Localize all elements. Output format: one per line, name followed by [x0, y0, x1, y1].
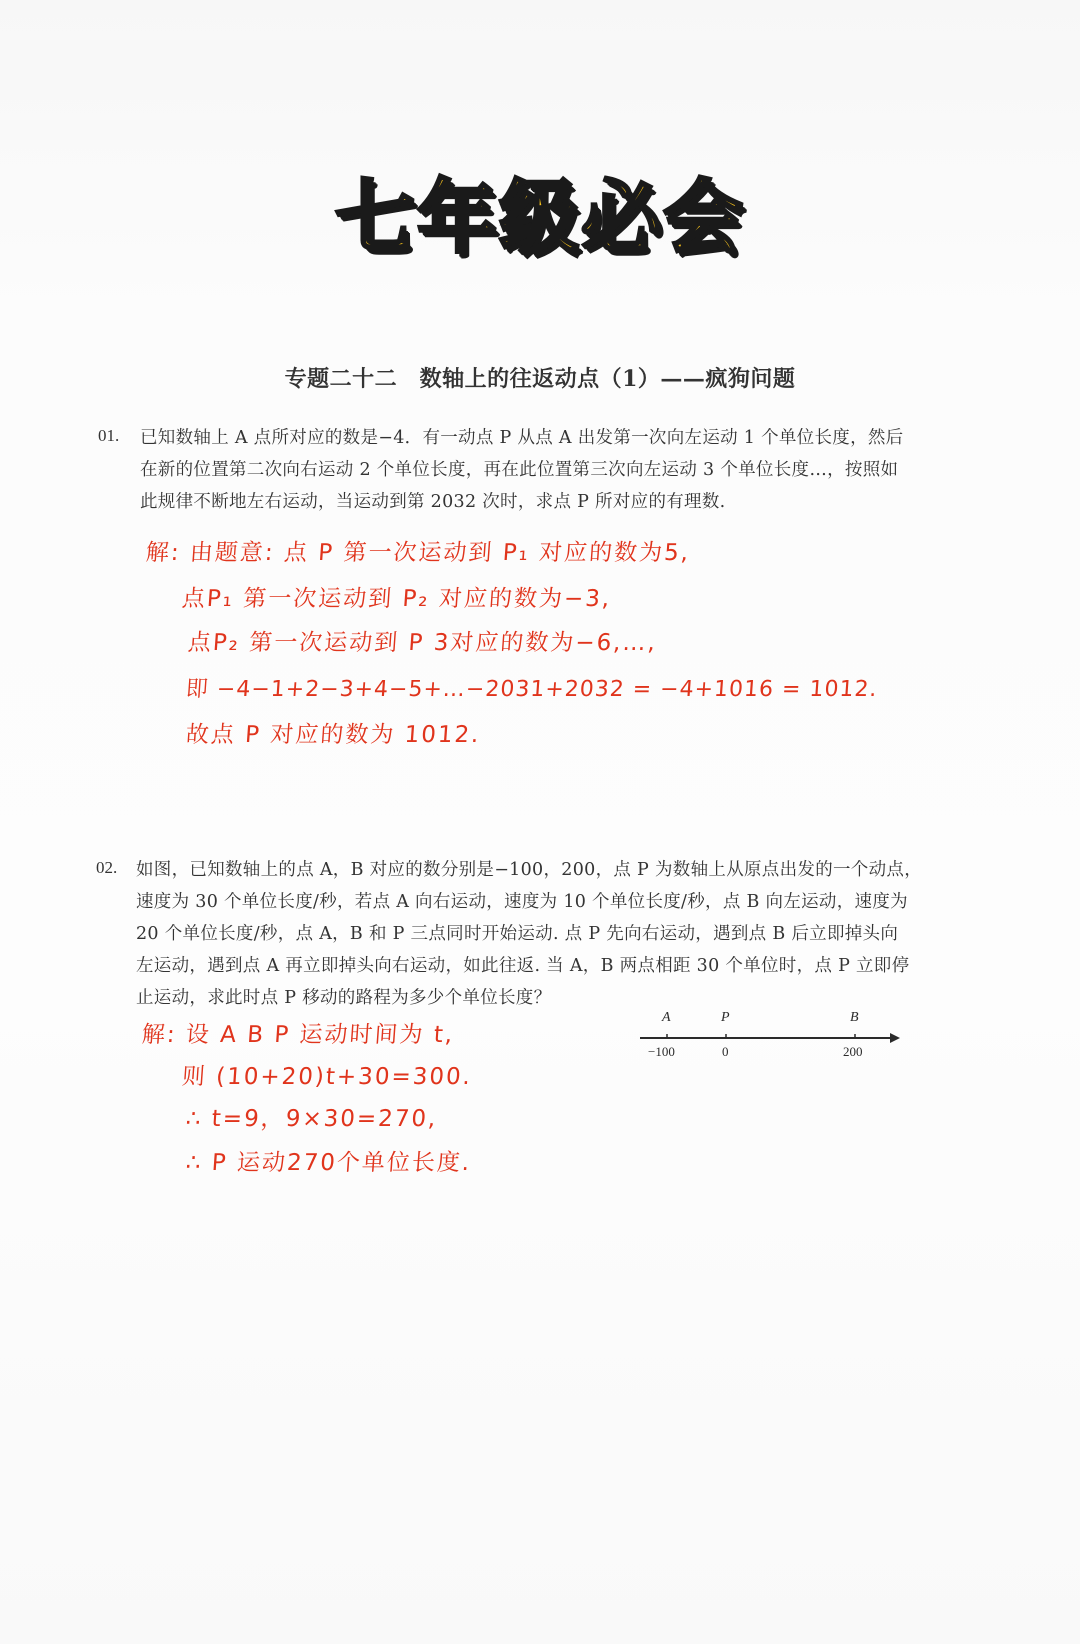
question-text-line: 已知数轴上 A 点所对应的数是−4．有一动点 P 从点 A 出发第一次向左运动 1 个单位长度，然后 — [140, 428, 904, 448]
question-text-line: 左运动，遇到点 A 再立即掉头向右运动，如此往返. 当 A，B 两点相距 30 个单位时，点 P 立即停 — [136, 956, 910, 976]
solution-line: 解: 设 A B P 运动时间为 t, — [140, 1022, 456, 1048]
solution-line: 点P₂ 第一次运动到 P 3对应的数为−6,…, — [186, 630, 658, 656]
solution-line: ∴ t=9，9×30=270, — [184, 1106, 439, 1132]
banner-title: 七年级必会 — [335, 171, 745, 264]
solution-line: 即 −4−1+2−3+4−5+…−2031+2032 = −4+1016 = 1012. — [184, 677, 879, 702]
solution-line: ∴ P 运动270个单位长度. — [184, 1150, 473, 1176]
document-title: 专题二十二 数轴上的往返动点（1）——疯狗问题 — [284, 366, 796, 392]
tick-label-minus-100: −100 — [648, 1044, 675, 1059]
question-text-line: 此规律不断地左右运动，当运动到第 2032 次时，求点 P 所对应的有理数. — [140, 492, 726, 512]
tick-label-200: 200 — [843, 1044, 863, 1059]
number-line-figure — [640, 1010, 900, 1070]
question-text-line: 如图，已知数轴上的点 A，B 对应的数分别是−100，200，点 P 为数轴上从原点出发的一个动点， — [136, 860, 922, 880]
point-label-p: P — [721, 1010, 730, 1025]
solution-line: 则 (10+20)t+30=300. — [180, 1064, 473, 1090]
question-text-line: 在新的位置第二次向右运动 2 个单位长度，再在此位置第三次向左运动 3 个单位长度…，按照如 — [140, 460, 899, 480]
solution-line: 解: 由题意: 点 P 第一次运动到 P₁ 对应的数为5, — [144, 540, 692, 566]
question-text-line: 20 个单位长度/秒，点 A，B 和 P 三点同时开始运动. 点 P 先向右运动，遇到点 B 后立即掉头向 — [136, 924, 899, 944]
point-label-a: A — [662, 1010, 671, 1025]
question-number: 01. — [98, 426, 120, 445]
number-line-icon — [640, 1010, 900, 1070]
question-number: 02. — [96, 858, 118, 877]
point-label-b: B — [850, 1010, 859, 1025]
tick-label-0: 0 — [722, 1044, 729, 1059]
solution-line: 故点 P 对应的数为 1012. — [184, 722, 482, 748]
question-text-line: 速度为 30 个单位长度/秒，若点 A 向右运动，速度为 10 个单位长度/秒，点 B 向左运动，速度为 — [136, 892, 908, 912]
solution-line: 点P₁ 第一次运动到 P₂ 对应的数为−3, — [180, 586, 613, 612]
question-text-line: 止运动，求此时点 P 移动的路程为多少个单位长度？ — [136, 988, 552, 1008]
